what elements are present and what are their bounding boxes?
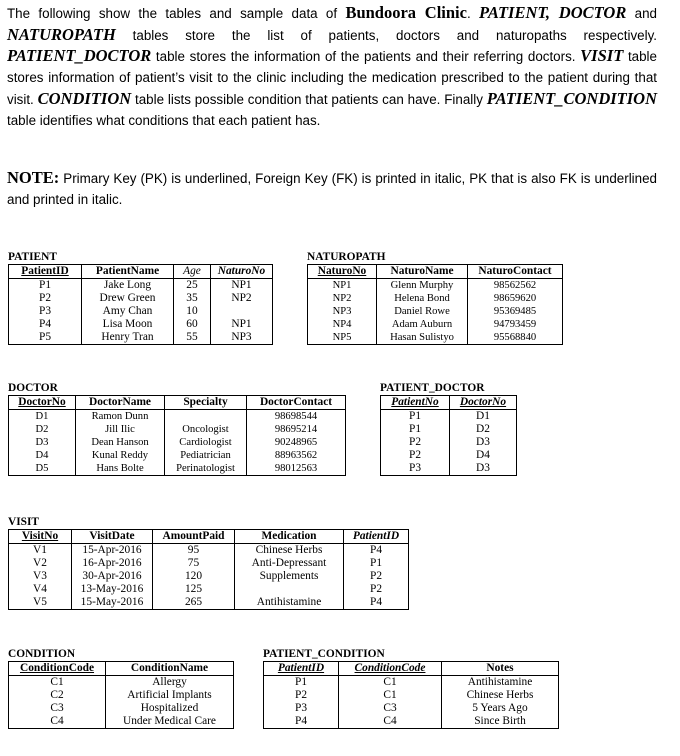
- cell: NP2: [308, 292, 377, 305]
- cell: [235, 583, 344, 596]
- col-header: DoctorNo: [450, 396, 517, 410]
- note-text: Primary Key (PK) is underlined, Foreign Key (FK) is printed in italic, PK that is also FK is underlined and printed in italic.: [7, 171, 657, 207]
- col-header: DoctorName: [76, 396, 165, 410]
- cell: P1: [381, 410, 450, 424]
- table-row: [9, 570, 409, 583]
- cell: NP4: [308, 318, 377, 331]
- intro-text: .: [466, 6, 479, 21]
- cell: 120: [153, 570, 235, 583]
- table-row: [9, 410, 346, 424]
- cell: 95369485: [468, 305, 563, 318]
- cell: Hasan Sulistyo: [377, 331, 468, 345]
- cell: NP1: [211, 318, 273, 331]
- cell: D1: [450, 410, 517, 424]
- table-row: [9, 462, 346, 476]
- visit-table: [8, 529, 409, 610]
- doctor-table-title: DOCTOR: [8, 382, 58, 394]
- cell: [211, 305, 273, 318]
- cell: P2: [264, 689, 339, 702]
- cell: Hospitalized: [106, 702, 234, 715]
- cell: D3: [450, 436, 517, 449]
- intro-paragraph: [7, 3, 657, 131]
- cell: D2: [450, 423, 517, 436]
- cell: 10: [174, 305, 211, 318]
- col-header: VisitNo: [9, 530, 72, 544]
- cell: P2: [344, 583, 409, 596]
- cell: D3: [450, 462, 517, 476]
- table-row: [9, 305, 273, 318]
- table-header-row: [9, 265, 273, 279]
- col-header: NaturoContact: [468, 265, 563, 279]
- patient-table-block: [8, 251, 273, 345]
- col-header: Notes: [442, 662, 559, 676]
- cell: 35: [174, 292, 211, 305]
- col-header: DoctorNo: [9, 396, 76, 410]
- cell: C4: [339, 715, 442, 729]
- cell: Adam Auburn: [377, 318, 468, 331]
- cell: Helena Bond: [377, 292, 468, 305]
- cell: Perinatologist: [165, 462, 247, 476]
- col-header: NaturoNo: [211, 265, 273, 279]
- col-header: PatientNo: [381, 396, 450, 410]
- patient-table-title: PATIENT: [8, 251, 57, 263]
- table-header-row: [381, 396, 517, 410]
- cell: P3: [9, 305, 82, 318]
- col-header: Medication: [235, 530, 344, 544]
- cell: Chinese Herbs: [235, 544, 344, 558]
- naturopath-table-title: NATUROPATH: [307, 251, 386, 263]
- cell: 98012563: [247, 462, 346, 476]
- col-header: ConditionCode: [339, 662, 442, 676]
- table-header-row: [9, 662, 234, 676]
- table-row: [381, 449, 517, 462]
- cell: C3: [9, 702, 106, 715]
- table-row: [9, 279, 273, 293]
- cell: C1: [9, 676, 106, 690]
- cell: 30-Apr-2016: [72, 570, 153, 583]
- cell: 95568840: [468, 331, 563, 345]
- cell: Cardiologist: [165, 436, 247, 449]
- cell: Drew Green: [82, 292, 174, 305]
- table-header-row: [308, 265, 563, 279]
- cell: Jill Ilic: [76, 423, 165, 436]
- cell: P3: [381, 462, 450, 476]
- clinic-name: Bundoora Clinic: [345, 3, 467, 22]
- cell: Artificial Implants: [106, 689, 234, 702]
- cell: P1: [344, 557, 409, 570]
- table-row: [381, 410, 517, 424]
- cell: P1: [9, 279, 82, 293]
- cell: V5: [9, 596, 72, 610]
- cell: C4: [9, 715, 106, 729]
- table-row: [9, 318, 273, 331]
- cell: NP3: [211, 331, 273, 345]
- table-row: [9, 423, 346, 436]
- cell: P2: [381, 449, 450, 462]
- cell: Jake Long: [82, 279, 174, 293]
- patient-doctor-table-title: PATIENT_DOCTOR: [380, 382, 485, 394]
- cell: 75: [153, 557, 235, 570]
- cell: Antihistamine: [442, 676, 559, 690]
- col-header: PatientID: [264, 662, 339, 676]
- cell: 125: [153, 583, 235, 596]
- cell: Anti-Depressant: [235, 557, 344, 570]
- col-header: ConditionCode: [9, 662, 106, 676]
- cell: 94793459: [468, 318, 563, 331]
- cell: Amy Chan: [82, 305, 174, 318]
- table-row: [9, 292, 273, 305]
- cell: Antihistamine: [235, 596, 344, 610]
- cell: Since Birth: [442, 715, 559, 729]
- cell: V2: [9, 557, 72, 570]
- cell: NP2: [211, 292, 273, 305]
- cell: NP3: [308, 305, 377, 318]
- patient-table: [8, 264, 273, 345]
- table-name-condition: CONDITION: [37, 88, 132, 108]
- cell: P4: [344, 596, 409, 610]
- cell: 265: [153, 596, 235, 610]
- note-label: NOTE:: [7, 168, 60, 187]
- cell: 15-Apr-2016: [72, 544, 153, 558]
- cell: 13-May-2016: [72, 583, 153, 596]
- table-row: [308, 279, 563, 293]
- condition-table-title: CONDITION: [8, 648, 76, 660]
- cell: 98698544: [247, 410, 346, 424]
- intro-text: table identifies what conditions that each patient has.: [7, 112, 321, 128]
- condition-table-block: [8, 648, 234, 729]
- table-row: [308, 331, 563, 345]
- doctor-table: [8, 395, 346, 476]
- table-name-patient-doctor: PATIENT, DOCTOR: [479, 3, 627, 22]
- condition-table: [8, 661, 234, 729]
- cell: Pediatrician: [165, 449, 247, 462]
- patient-doctor-table: [380, 395, 517, 476]
- cell: P2: [344, 570, 409, 583]
- intro-text: The following show the tables and sample data of: [7, 6, 346, 21]
- cell: P4: [9, 318, 82, 331]
- cell: Kunal Reddy: [76, 449, 165, 462]
- cell: [165, 410, 247, 424]
- cell: C3: [339, 702, 442, 715]
- cell: Under Medical Care: [106, 715, 234, 729]
- table-row: [308, 305, 563, 318]
- cell: Lisa Moon: [82, 318, 174, 331]
- cell: P2: [381, 436, 450, 449]
- cell: 16-Apr-2016: [72, 557, 153, 570]
- col-header: ConditionName: [106, 662, 234, 676]
- cell: Glenn Murphy: [377, 279, 468, 293]
- cell: D5: [9, 462, 76, 476]
- cell: NP1: [211, 279, 273, 293]
- cell: P4: [344, 544, 409, 558]
- cell: Hans Bolte: [76, 462, 165, 476]
- table-row: [9, 596, 409, 610]
- col-header: NaturoName: [377, 265, 468, 279]
- table-row: [9, 557, 409, 570]
- cell: D3: [9, 436, 76, 449]
- table-row: [9, 689, 234, 702]
- col-header: AmountPaid: [153, 530, 235, 544]
- table-row: [9, 331, 273, 345]
- cell: 98659620: [468, 292, 563, 305]
- intro-text: table stores the information of the patients and their referring doctors.: [151, 49, 581, 65]
- col-header: PatientID: [9, 265, 82, 279]
- cell: V4: [9, 583, 72, 596]
- table-name-visit: VISIT: [580, 46, 624, 66]
- note-paragraph: [7, 168, 657, 210]
- cell: D4: [9, 449, 76, 462]
- cell: C1: [339, 676, 442, 690]
- cell: P3: [264, 702, 339, 715]
- table-row: [308, 292, 563, 305]
- cell: P1: [264, 676, 339, 690]
- cell: P1: [381, 423, 450, 436]
- cell: 15-May-2016: [72, 596, 153, 610]
- table-row: [9, 436, 346, 449]
- patient-condition-table-title: PATIENT_CONDITION: [263, 648, 385, 660]
- intro-text: table lists possible condition that patients can have. Finally: [131, 91, 487, 107]
- intro-text: table stores information of patient’s visit to the clinic including the medication prescribed to the patient during that visit.: [7, 49, 657, 107]
- cell: Dean Hanson: [76, 436, 165, 449]
- table-name-patient-doctor-link: PATIENT_DOCTOR: [7, 46, 152, 66]
- table-row: [381, 423, 517, 436]
- cell: P5: [9, 331, 82, 345]
- cell: P2: [9, 292, 82, 305]
- col-header: PatientID: [344, 530, 409, 544]
- table-header-row: [264, 662, 559, 676]
- cell: Ramon Dunn: [76, 410, 165, 424]
- table-row: [264, 689, 559, 702]
- naturopath-table-block: [307, 251, 563, 345]
- cell: Oncologist: [165, 423, 247, 436]
- col-header: NaturoNo: [308, 265, 377, 279]
- cell: NP5: [308, 331, 377, 345]
- cell: V1: [9, 544, 72, 558]
- naturopath-table: [307, 264, 563, 345]
- table-row: [9, 544, 409, 558]
- table-row: [264, 702, 559, 715]
- table-row: [9, 583, 409, 596]
- cell: Supplements: [235, 570, 344, 583]
- cell: V3: [9, 570, 72, 583]
- col-header: VisitDate: [72, 530, 153, 544]
- doctor-table-block: [8, 382, 346, 476]
- patient-condition-table-block: [263, 648, 559, 729]
- patient-condition-table: [263, 661, 559, 729]
- cell: P4: [264, 715, 339, 729]
- table-row: [264, 715, 559, 729]
- cell: C2: [9, 689, 106, 702]
- cell: Chinese Herbs: [442, 689, 559, 702]
- table-row: [9, 702, 234, 715]
- patient-doctor-table-block: [380, 382, 517, 476]
- visit-table-block: [8, 516, 409, 610]
- cell: D1: [9, 410, 76, 424]
- cell: C1: [339, 689, 442, 702]
- table-row: [381, 462, 517, 476]
- table-row: [381, 436, 517, 449]
- table-row: [264, 676, 559, 690]
- cell: 5 Years Ago: [442, 702, 559, 715]
- table-header-row: [9, 396, 346, 410]
- cell: 25: [174, 279, 211, 293]
- table-header-row: [9, 530, 409, 544]
- cell: 98695214: [247, 423, 346, 436]
- cell: 98562562: [468, 279, 563, 293]
- cell: Henry Tran: [82, 331, 174, 345]
- col-header: Age: [174, 265, 211, 279]
- cell: D4: [450, 449, 517, 462]
- table-name-naturopath: NATUROPATH: [7, 24, 116, 44]
- intro-text: tables store the list of patients, doctors and naturopaths respectively.: [115, 27, 657, 43]
- intro-text: and: [626, 6, 657, 21]
- cell: Allergy: [106, 676, 234, 690]
- table-row: [9, 715, 234, 729]
- col-header: PatientName: [82, 265, 174, 279]
- table-name-patient-condition: PATIENT_CONDITION: [486, 88, 657, 108]
- cell: 55: [174, 331, 211, 345]
- table-row: [9, 449, 346, 462]
- col-header: DoctorContact: [247, 396, 346, 410]
- col-header: Specialty: [165, 396, 247, 410]
- cell: NP1: [308, 279, 377, 293]
- cell: 95: [153, 544, 235, 558]
- cell: D2: [9, 423, 76, 436]
- cell: Daniel Rowe: [377, 305, 468, 318]
- table-row: [308, 318, 563, 331]
- visit-table-title: VISIT: [8, 516, 40, 528]
- cell: 88963562: [247, 449, 346, 462]
- cell: 60: [174, 318, 211, 331]
- table-row: [9, 676, 234, 690]
- cell: 90248965: [247, 436, 346, 449]
